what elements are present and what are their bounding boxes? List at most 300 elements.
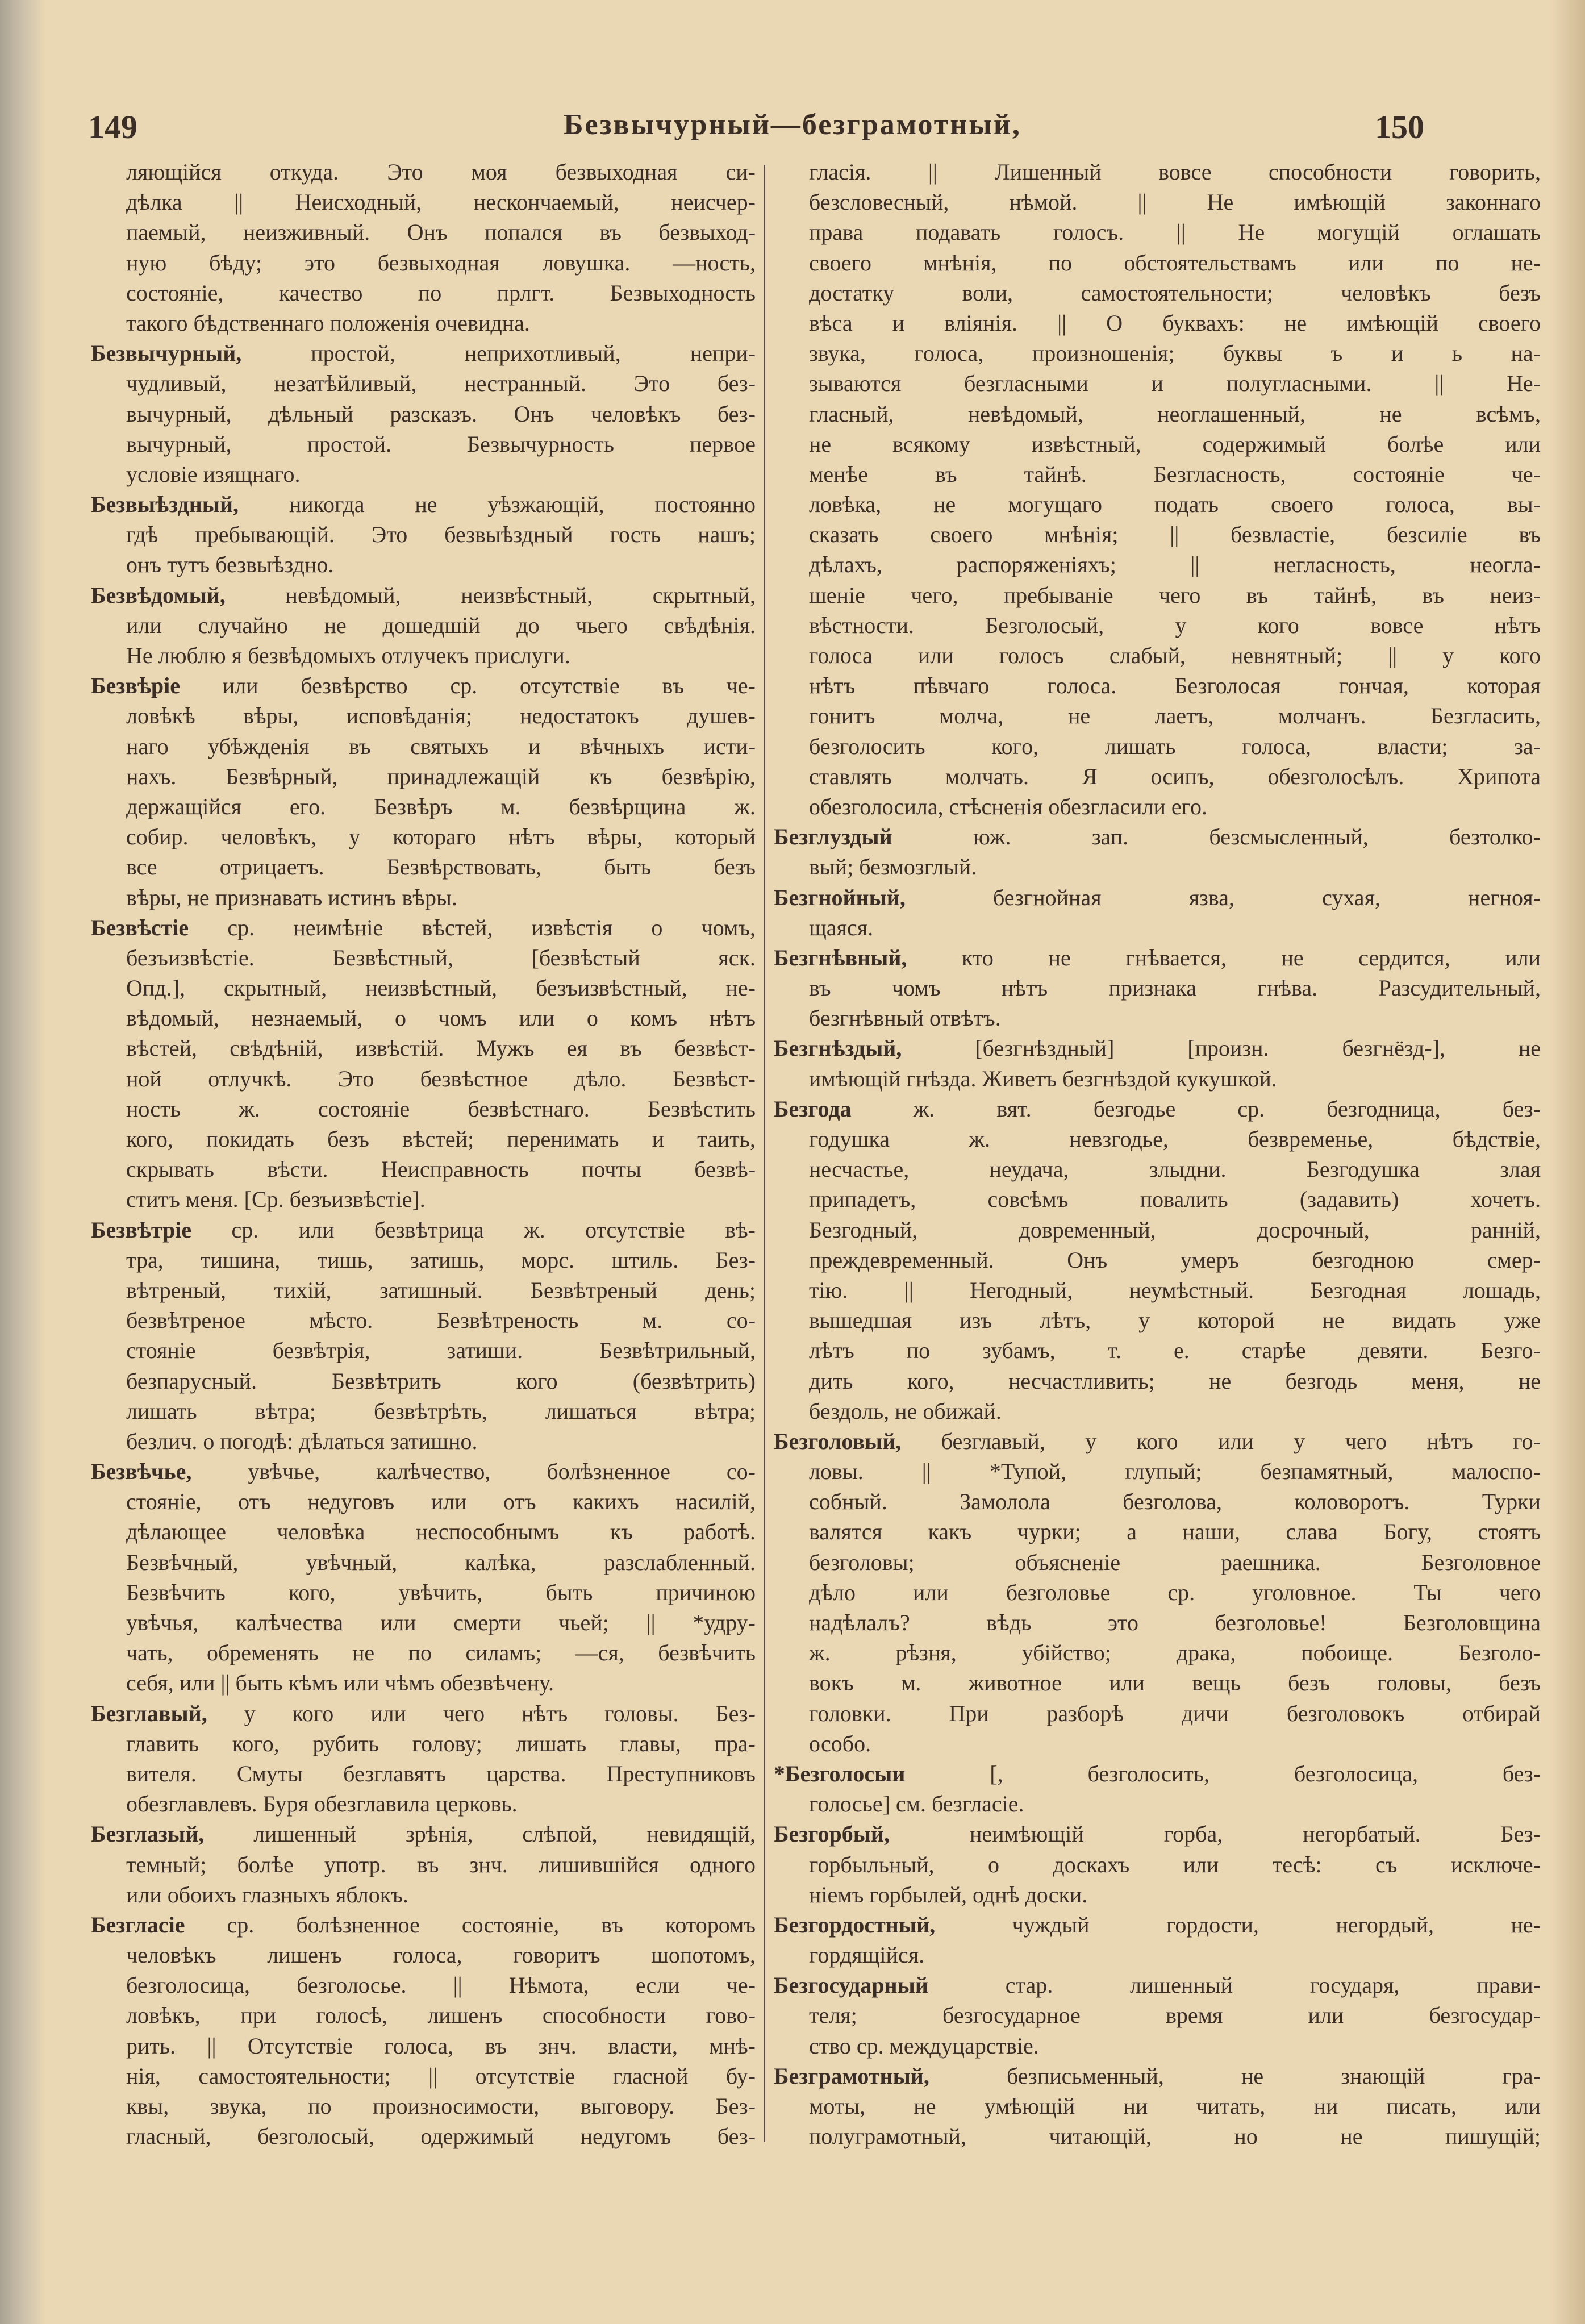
entry-text: вѣдомый, незнаемый, о чомъ или о комъ нѣтъ — [126, 1005, 756, 1031]
headword: Безвѣчье, — [91, 1459, 192, 1485]
headword: Безгосударный — [774, 1972, 928, 1998]
entry-text: нахъ. Безвѣрный, принадлежащій къ безвѣрію, — [126, 763, 756, 789]
entry-line — [91, 580, 756, 610]
headword: Безвѣтріе — [91, 1217, 192, 1243]
entry-text: гонитъ молча, не лаетъ, молчанъ. Безгласить, — [809, 703, 1541, 729]
entry-line — [91, 1789, 756, 1819]
entry-text: нія, самостоятельности; || отсутствіе гласной бу- — [126, 2063, 756, 2089]
entry-text: вителя. Смуты безглавятъ царства. Преступниковъ — [126, 1760, 756, 1786]
entry-line — [91, 1517, 756, 1547]
entry-text: обезголосила, стѣсненія обезгласили его. — [809, 793, 1208, 819]
entry-line — [91, 1064, 756, 1094]
headword: Безглавый, — [91, 1700, 207, 1726]
entry-line — [91, 308, 756, 338]
entry-text: квы, звука, по произносимости, выговору. Без- — [126, 2093, 756, 2119]
entry-line — [774, 973, 1541, 1003]
entry-text: права подавать голосъ. || Не могущій оглашать — [809, 219, 1541, 245]
entry-line — [91, 761, 756, 792]
dictionary-entry — [774, 1910, 1541, 1970]
entry-text: лѣтъ по зубамъ, т. е. старѣе девяти. Безго- — [809, 1338, 1541, 1364]
entry-text: годушка ж. невзгодье, безвременье, бѣдствіе, — [809, 1126, 1541, 1152]
headword: Безвычурный, — [91, 340, 242, 366]
entry-text: ловы. || *Тупой, глупый; безпамятный, малоспо- — [809, 1459, 1541, 1485]
entry-text: ляющійся откуда. Это моя безвыходная си- — [126, 159, 756, 185]
entry-text: щаяся. — [809, 914, 874, 940]
entry-text: вый; безмозглый. — [809, 854, 977, 880]
entry-text: дить кого, несчастливить; не безгодь меня, не — [809, 1368, 1541, 1394]
book-binding-shadow — [0, 0, 45, 2324]
entry-text: сказать своего мнѣнія; || безвластіе, безсиліе въ — [809, 522, 1541, 548]
entry-line — [91, 1819, 756, 1849]
entry-text: припадетъ, совсѣмъ повалить (задавить) хочетъ. — [809, 1186, 1541, 1213]
entry-line — [774, 1396, 1541, 1426]
entry-line — [774, 1970, 1541, 2000]
entry-text: безписьменный, не знающій гра- — [929, 2063, 1541, 2089]
entry-line — [91, 973, 756, 1003]
entry-line — [774, 822, 1541, 852]
entry-line — [91, 1366, 756, 1396]
entry-line — [774, 1184, 1541, 1214]
entry-line — [91, 943, 756, 973]
entry-line — [91, 1396, 756, 1426]
entry-text: себя, или || быть кѣмъ или чѣмъ обезвѣчену. — [126, 1670, 554, 1696]
entry-text: паемый, неизживный. Онъ попался въ безвыход- — [126, 219, 756, 245]
entry-text: чудливый, незатѣйливый, нестранный. Это без- — [126, 370, 756, 397]
entry-line — [774, 943, 1541, 973]
entry-text: безголовы; объясненіе раешника. Безголовное — [809, 1549, 1541, 1575]
dictionary-entry — [774, 943, 1541, 1034]
entry-line — [774, 1759, 1541, 1789]
entry-line — [91, 2000, 756, 2030]
entry-text: безгнойная язва, сухая, негноя- — [905, 884, 1541, 910]
entry-line — [91, 217, 756, 247]
entry-line — [91, 1729, 756, 1759]
page-title: Безвычурный—безграмотный, — [564, 109, 1021, 141]
entry-text: кого, покидать безъ вѣстей; перенимать и таить, — [126, 1126, 756, 1152]
entry-text: все отрицаетъ. Безвѣрствовать, быть безъ — [126, 854, 756, 880]
entry-text: безсловесный, нѣмой. || Не имѣющій законнаго — [809, 189, 1541, 215]
entry-text: стояніе, отъ недуговъ или отъ какихъ насилій, — [126, 1489, 756, 1515]
entry-line — [91, 731, 756, 761]
entry-line — [91, 1970, 756, 2000]
dictionary-entry — [774, 1970, 1541, 2061]
entry-line — [91, 187, 756, 217]
dictionary-entry — [774, 2061, 1541, 2152]
entry-text: или безвѣрство ср. отсутствіе въ че- — [180, 673, 756, 699]
entry-line — [774, 610, 1541, 640]
dictionary-entry — [774, 157, 1541, 822]
entry-line — [91, 640, 756, 670]
entry-line — [774, 459, 1541, 489]
entry-text: Безгодный, довременный, досрочный, ранній, — [809, 1217, 1541, 1243]
entry-text: условіе изящнаго. — [126, 461, 301, 487]
entry-line — [774, 1638, 1541, 1668]
entry-text: менѣе въ тайнѣ. Безгласность, состояніе че- — [809, 461, 1541, 487]
entry-text: или случайно не дошедшій до чьего свѣдѣнія. — [126, 612, 756, 638]
entry-text: въ чомъ нѣтъ признака гнѣва. Разсудительный, — [809, 975, 1541, 1001]
entry-text: дѣлающее человѣка неспособнымъ къ работѣ. — [126, 1519, 756, 1545]
entry-line — [91, 1638, 756, 1668]
entry-text: ср. или безвѣтрица ж. отсутствіе вѣ- — [191, 1217, 756, 1243]
headword: Безгнойный, — [774, 884, 906, 910]
dictionary-entry — [774, 1759, 1541, 1819]
dictionary-entry — [774, 1033, 1541, 1093]
entry-text: дѣлка || Неисходный, нескончаемый, неисчер- — [126, 189, 756, 215]
entry-text: преждевременный. Онъ умеръ безгодною смер- — [809, 1247, 1541, 1273]
entry-line — [774, 1094, 1541, 1124]
entry-line — [91, 1607, 756, 1638]
entry-line — [774, 2000, 1541, 2030]
dictionary-entry — [91, 670, 756, 913]
entry-line — [91, 519, 756, 549]
entry-text: такого бѣдственнаго положенія очевидна. — [126, 310, 530, 336]
entry-text: безъизвѣстіе. Безвѣстный, [безвѣстый яск. — [126, 944, 756, 971]
entry-text: собир. человѣкъ, у котораго нѣтъ вѣры, который — [126, 824, 756, 850]
entry-text: дѣло или безголовье ср. уголовное. Ты чего — [809, 1579, 1541, 1605]
entry-text: [безгнѣздный] [произн. безгнёзд-], не — [902, 1035, 1541, 1061]
entry-text: ср. болѣзненное состояніе, въ которомъ — [185, 1911, 756, 1938]
entry-line — [91, 1184, 756, 1214]
entry-line — [91, 1668, 756, 1698]
entry-text: безлич. о погодѣ: дѣлаться затишно. — [126, 1428, 478, 1454]
entry-line — [774, 489, 1541, 519]
entry-text: безголосить кого, лишать голоса, власти; за- — [809, 733, 1541, 759]
entry-text: тію. || Негодный, неумѣстный. Безгодная лошадь, — [809, 1277, 1541, 1303]
dictionary-entry — [774, 822, 1541, 882]
entry-text: у кого или чего нѣтъ головы. Без- — [207, 1700, 756, 1726]
entry-text: неимѣющій горба, негорбатый. Без- — [889, 1821, 1541, 1847]
entry-text: собный. Замолола безголова, коловоротъ. Турки — [809, 1489, 1541, 1515]
entry-line — [774, 1819, 1541, 1849]
dictionary-entry — [91, 913, 756, 1215]
entry-text: ж. рѣзня, убійство; драка, побоище. Безголо- — [809, 1640, 1541, 1666]
entry-line — [774, 761, 1541, 792]
entry-line — [774, 1275, 1541, 1305]
headword: *Безголосыи — [774, 1760, 906, 1786]
entry-text: ститъ меня. [Ср. безъизвѣстіе]. — [126, 1186, 426, 1213]
entry-text: безголосица, безголосье. || Нѣмота, если че- — [126, 1972, 756, 1998]
entry-line — [774, 1668, 1541, 1698]
entry-line — [774, 368, 1541, 398]
entry-text: безгнѣвный отвѣтъ. — [809, 1005, 1001, 1031]
entry-line — [774, 1335, 1541, 1365]
entry-text: ніемъ горбылей, однѣ доски. — [809, 1881, 1088, 1907]
dictionary-entry — [91, 580, 756, 671]
entry-text: лишенный зрѣнія, слѣпой, невидящій, — [204, 1821, 756, 1847]
entry-text: держащійся его. Безвѣръ м. безвѣрщина ж. — [126, 793, 756, 819]
entry-line — [91, 822, 756, 852]
entry-line — [91, 2031, 756, 2061]
entry-text: не всякому извѣстный, содержимый болѣе или — [809, 431, 1541, 457]
page-number-right: 150 — [1375, 109, 1424, 145]
entry-line — [91, 1577, 756, 1607]
dictionary-entry — [774, 1819, 1541, 1910]
entry-text: вѣса и вліянія. || О буквахъ: не имѣющій своего — [809, 310, 1541, 336]
entry-line — [774, 1729, 1541, 1759]
entry-text: безглавый, у кого или у чего нѣтъ го- — [901, 1428, 1541, 1454]
entry-line — [91, 1305, 756, 1335]
entry-line — [774, 1547, 1541, 1577]
headword: Безгласіе — [91, 1911, 185, 1938]
entry-text: человѣкъ лишенъ голоса, говоритъ шопотомъ, — [126, 1942, 756, 1968]
entry-line — [91, 1880, 756, 1910]
headword: Безглуздый — [774, 824, 892, 850]
entry-text: стар. лишенный государя, прави- — [928, 1972, 1541, 1998]
entry-line — [91, 399, 756, 429]
entry-line — [91, 1456, 756, 1486]
entry-text: горбыльный, о доскахъ или тесѣ: съ исключе- — [809, 1851, 1541, 1877]
entry-text: ловѣка, не могущаго подать своего голоса, вы- — [809, 492, 1541, 518]
entry-text: лишать вѣтра; безвѣтрѣть, лишаться вѣтра; — [126, 1398, 756, 1424]
entry-line — [774, 1910, 1541, 1940]
entry-text: гласный, невѣдомый, неоглашенный, не всѣмъ, — [809, 401, 1541, 427]
entry-text: ж. вят. безгодье ср. безгодница, без- — [851, 1096, 1541, 1122]
entry-line — [774, 882, 1541, 913]
entry-text: особо. — [809, 1730, 871, 1756]
entry-text: безвѣтреное мѣсто. Безвѣтреность м. со- — [126, 1307, 756, 1334]
entry-line — [91, 248, 756, 278]
entry-text: гласія. || Лишенный вовсе способности говорить, — [809, 159, 1541, 185]
headword: Безглазый, — [91, 1821, 205, 1847]
entry-line — [91, 1486, 756, 1517]
entry-text: рить. || Отсутствіе голоса, въ знч. власти, мнѣ- — [126, 2033, 756, 2059]
headword: Безвыѣздный, — [91, 492, 239, 518]
entry-line — [91, 792, 756, 822]
entry-text: онъ тутъ безвыѣздно. — [126, 552, 334, 578]
headword: Безгорбый, — [774, 1821, 890, 1847]
entry-text: звука, голоса, произношенія; буквы ъ и ь на- — [809, 340, 1541, 366]
entry-line — [774, 2121, 1541, 2151]
headword: Безгордостный, — [774, 1911, 936, 1938]
entry-text: тра, тишина, тишь, затишь, морс. штиль. Без- — [126, 1247, 756, 1273]
entry-line — [774, 1366, 1541, 1396]
entry-line — [91, 670, 756, 701]
entry-line — [774, 1215, 1541, 1245]
entry-text: чать, обременять не по силамъ; —ся, безвѣчить — [126, 1640, 756, 1666]
entry-line — [91, 2091, 756, 2121]
entry-text: увѣчья, калѣчества или смерти чьей; || *удру- — [126, 1610, 756, 1635]
entry-text: вѣстей, свѣдѣній, извѣстій. Мужъ ея въ безвѣст- — [126, 1035, 756, 1061]
entry-line — [91, 157, 756, 187]
entry-text: невѣдомый, неизвѣстный, скрытный, — [225, 582, 756, 608]
dictionary-entry — [91, 1910, 756, 2152]
entry-text: зываются безгласными и полугласными. || Не- — [809, 370, 1541, 397]
entry-text: ность ж. состояніе безвѣстнаго. Безвѣстить — [126, 1096, 756, 1122]
entry-line — [91, 1335, 756, 1365]
entry-line — [91, 489, 756, 519]
page-edge-shadow — [1551, 0, 1585, 2324]
entry-text: гдѣ пребывающій. Это безвыѣздный гость нашъ; — [126, 522, 756, 548]
entry-text: Не люблю я безвѣдомыхъ отлучекъ прислуги. — [126, 643, 570, 668]
entry-line — [774, 1517, 1541, 1547]
entry-text: ср. неимѣніе вѣстей, извѣстія о чомъ, — [189, 914, 756, 940]
entry-text: достатку воли, самостоятельности; человѣкъ безъ — [809, 280, 1541, 306]
entry-line — [774, 1064, 1541, 1094]
entry-text: дѣлахъ, распоряженіяхъ; || негласность, неогла- — [809, 552, 1541, 578]
dictionary-entry — [91, 1819, 756, 1910]
entry-text: ство ср. междуцарствіе. — [809, 2033, 1039, 2059]
entry-text: простой, неприхотливый, непри- — [241, 340, 756, 366]
entry-text: полуграмотный, читающій, но не пишущій; — [809, 2123, 1541, 2150]
entry-line — [91, 701, 756, 731]
entry-line — [91, 913, 756, 943]
entry-text: стояніе безвѣтрія, затиши. Безвѣтрильный, — [126, 1338, 756, 1364]
dictionary-entry — [91, 1698, 756, 1819]
dictionary-entry — [91, 157, 756, 338]
entry-text: Безвѣчить кого, увѣчить, быть причиною — [126, 1579, 756, 1605]
entry-text: Опд.], скрытный, неизвѣстный, безъизвѣстный, не- — [126, 975, 756, 1001]
page-number-left: 149 — [88, 109, 137, 145]
entry-line — [91, 1215, 756, 1245]
entry-line — [91, 1245, 756, 1275]
entry-line — [91, 1426, 756, 1456]
entry-text: своего мнѣнія, по обстоятельствамъ или по не- — [809, 249, 1541, 276]
entry-text: голосье] см. безгласіе. — [809, 1791, 1024, 1817]
headword: Безголовый, — [774, 1428, 902, 1454]
entry-line — [91, 610, 756, 640]
entry-line — [91, 368, 756, 398]
entry-line — [774, 1486, 1541, 1517]
dictionary-entry — [774, 1094, 1541, 1426]
entry-text: юж. зап. безсмысленный, безтолко- — [892, 824, 1541, 850]
entry-line — [774, 580, 1541, 610]
entry-line — [774, 1850, 1541, 1880]
entry-text: наго убѣжденія въ святыхъ и вѣчныхъ исти- — [126, 733, 756, 759]
entry-line — [774, 1245, 1541, 1275]
headword: Безгнѣздый, — [774, 1035, 902, 1061]
column-left — [91, 157, 756, 2151]
entry-text: моты, не умѣющій ни читать, ни писать, или — [809, 2093, 1541, 2119]
entry-line — [91, 1698, 756, 1729]
entry-text: вычурный, простой. Безвычурность первое — [126, 431, 756, 457]
entry-line — [774, 549, 1541, 580]
entry-line — [774, 1607, 1541, 1638]
entry-text: ной отлучкѣ. Это безвѣстное дѣло. Безвѣст- — [126, 1065, 756, 1092]
entry-text: вычурный, дѣльный разсказъ. Онъ человѣкъ без- — [126, 401, 756, 427]
entry-line — [774, 1124, 1541, 1154]
dictionary-entry — [91, 1215, 756, 1457]
entry-line — [774, 1880, 1541, 1910]
entry-line — [91, 852, 756, 882]
entry-line — [774, 1003, 1541, 1033]
entry-text: кто не гнѣвается, не сердится, или — [907, 944, 1541, 971]
entry-text: ловѣкъ, при голосѣ, лишенъ способности гово- — [126, 2002, 756, 2029]
column-divider — [764, 165, 765, 2142]
entry-line — [91, 338, 756, 368]
entry-line — [774, 1789, 1541, 1819]
entry-text: темный; болѣе употр. въ знч. лишившійся одного — [126, 1851, 756, 1877]
entry-line — [91, 2061, 756, 2091]
entry-line — [774, 2031, 1541, 2061]
entry-line — [91, 1850, 756, 1880]
entry-text: голоса или голосъ слабый, невнятный; || у кого — [809, 643, 1541, 668]
entry-text: имѣющій гнѣзда. Живетъ безгнѣздой кукушкой. — [809, 1065, 1277, 1092]
entry-text: валятся какъ чурки; а наши, слава Богу, стоятъ — [809, 1519, 1541, 1545]
headword: Безгода — [774, 1096, 852, 1122]
entry-text: главить кого, рубить голову; лишать главы, пра- — [126, 1730, 756, 1756]
entry-line — [774, 1577, 1541, 1607]
entry-line — [774, 1154, 1541, 1184]
dictionary-entry — [774, 1426, 1541, 1759]
headword: Безграмотный, — [774, 2063, 929, 2089]
entry-text: безпарусный. Безвѣтрить кого (безвѣтрить) — [126, 1368, 756, 1394]
entry-line — [774, 217, 1541, 247]
entry-text: гордящійся. — [809, 1942, 925, 1968]
column-right — [774, 157, 1541, 2151]
entry-line — [91, 1759, 756, 1789]
dictionary-entry — [91, 1456, 756, 1698]
entry-line — [91, 1910, 756, 1940]
entry-line — [774, 187, 1541, 217]
entry-line — [774, 913, 1541, 943]
entry-line — [91, 1033, 756, 1063]
entry-line — [774, 852, 1541, 882]
entry-text: надѣлалъ? вѣдь это безголовье! Безголовщина — [809, 1610, 1541, 1635]
entry-text: [, безголосить, безголосица, без- — [905, 1760, 1541, 1786]
headword: Безвѣстіе — [91, 914, 189, 940]
entry-line — [774, 670, 1541, 701]
entry-text: несчастье, неудача, злыдни. Безгодушка злая — [809, 1156, 1541, 1182]
entry-text: ставлять молчать. Я осипъ, обезголосѣлъ. Хрипота — [809, 763, 1541, 789]
entry-line — [774, 1426, 1541, 1456]
entry-line — [774, 640, 1541, 670]
entry-line — [774, 1033, 1541, 1063]
entry-text: чуждый гордости, негордый, не- — [935, 1911, 1541, 1938]
entry-line — [774, 308, 1541, 338]
headword: Безгнѣвный, — [774, 944, 907, 971]
entry-line — [91, 1003, 756, 1033]
dictionary-entry — [91, 338, 756, 489]
entry-text: или обоихъ глазныхъ яблокъ. — [126, 1881, 408, 1907]
entry-text: теля; безгосударное время или безгосудар- — [809, 2002, 1541, 2029]
entry-line — [91, 882, 756, 913]
entry-line — [91, 1124, 756, 1154]
entry-text: вѣры, не признавать истинъ вѣры. — [126, 884, 457, 910]
entry-line — [774, 278, 1541, 308]
entry-line — [91, 1154, 756, 1184]
entry-text: Безвѣчный, увѣчный, калѣка, разслабленный. — [126, 1549, 756, 1575]
entry-text: гласный, безголосый, одержимый недугомъ без- — [126, 2123, 756, 2150]
entry-text: вокъ м. животное или вещь безъ головы, безъ — [809, 1670, 1541, 1696]
entry-text: шеніе чего, пребываніе чего въ тайнѣ, въ неиз- — [809, 582, 1541, 608]
entry-line — [774, 2091, 1541, 2121]
entry-line — [91, 2121, 756, 2151]
entry-line — [774, 2061, 1541, 2091]
dictionary-entry — [91, 489, 756, 580]
entry-text: нѣтъ пѣвчаго голоса. Безголосая гончая, которая — [809, 673, 1541, 699]
entry-text: ную бѣду; это безвыходная ловушка. —ность, — [126, 249, 756, 276]
entry-text: скрывать вѣсти. Неисправность почты безвѣ- — [126, 1156, 756, 1182]
entry-text: головки. При разборѣ дичи безголовокъ отбирай — [809, 1700, 1541, 1726]
entry-line — [774, 1698, 1541, 1729]
headword: Безвѣдомый, — [91, 582, 226, 608]
entry-line — [774, 157, 1541, 187]
entry-line — [774, 701, 1541, 731]
entry-line — [774, 731, 1541, 761]
entry-line — [91, 278, 756, 308]
entry-line — [91, 1094, 756, 1124]
entry-line — [774, 792, 1541, 822]
entry-line — [91, 1275, 756, 1305]
entry-line — [774, 1456, 1541, 1486]
entry-text: обезглавлевъ. Буря обезглавила церковь. — [126, 1791, 518, 1817]
entry-line — [774, 1305, 1541, 1335]
entry-line — [774, 1940, 1541, 1970]
entry-line — [774, 429, 1541, 459]
entry-text: вышедшая изъ лѣтъ, у которой не видать уже — [809, 1307, 1541, 1334]
entry-text: вѣтреный, тихій, затишный. Безвѣтреный день; — [126, 1277, 756, 1303]
entry-text: состояніе, качество по прлгт. Безвыходность — [126, 280, 756, 306]
